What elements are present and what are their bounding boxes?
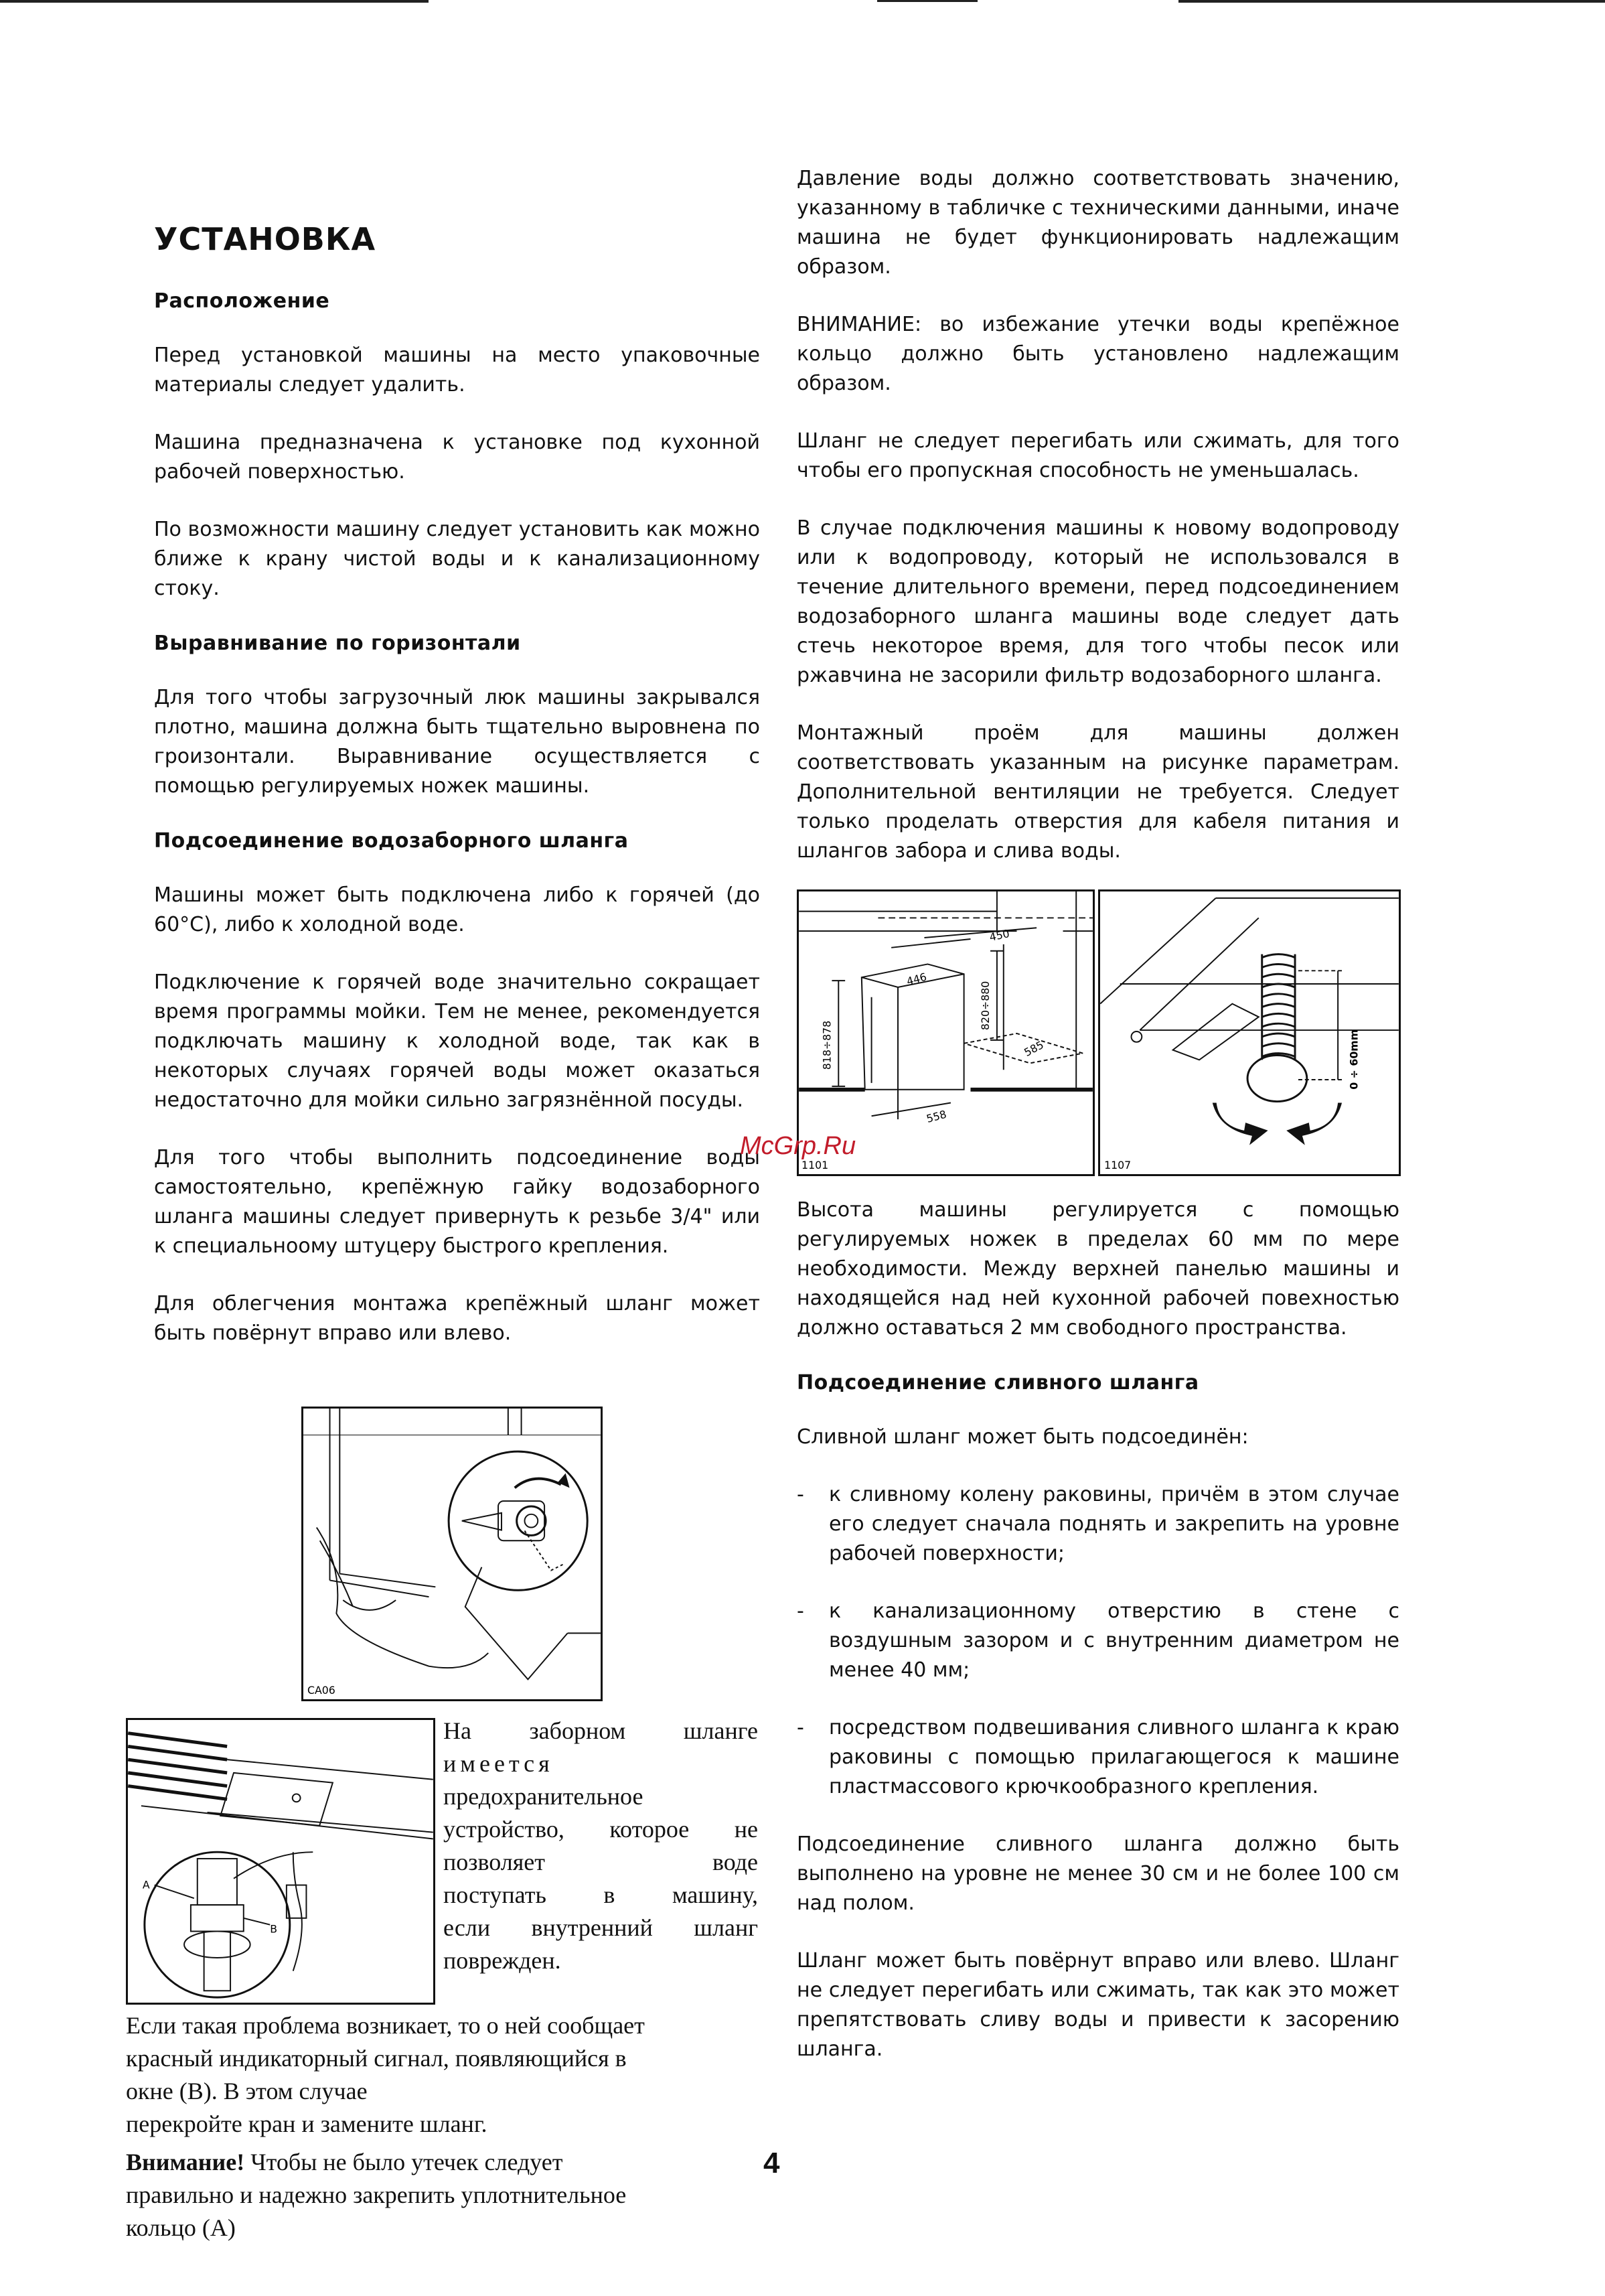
paragraph: Монтажный проём для машины должен соответствовать указанным на рисунке параметрам. Дополнительной вентиляции не требуется. Следует только проделать отверстия для кабеля питания и шлангов забора и слива воды. bbox=[797, 721, 1399, 863]
list-item: - посредством подвешивания сливного шланга к краю раковины с помощью прилагающегося к машине пластмассового крючкообразного крепления. bbox=[797, 1713, 1399, 1802]
paragraph: Шланг не следует перегибать или сжимать, для того чтобы его пропускная способность не уменьшалась. bbox=[797, 429, 1399, 482]
left-column bbox=[154, 201, 760, 1376]
paragraph: Для того чтобы загрузочный люк машины закрывался плотно, машина должна быть тщательно выровнена по гроизонтали. Выравнивание осуществляется с помощью регулируемых ножек машины. bbox=[154, 686, 760, 798]
paragraph: Машина предназначена к установке под кухонной рабочей поверхностью. bbox=[154, 431, 760, 484]
text-line: поступать в машину, bbox=[443, 1881, 758, 1908]
text-line: если внутренний шланг bbox=[443, 1914, 758, 1941]
figure-code: CA06 bbox=[307, 1684, 335, 1697]
dim-label: 450 bbox=[988, 927, 1011, 944]
list-item: - к сливному колену раковины, причём в этом случае его следует сначала поднять и закрепить на уровне рабочей поверхности; bbox=[797, 1480, 1399, 1569]
dim-label: 818÷878 bbox=[820, 1020, 834, 1070]
dim-label-height: 0 ÷ 60mm bbox=[1347, 1029, 1361, 1090]
label-b: B bbox=[270, 1922, 278, 1936]
right-column-bottom bbox=[797, 1196, 1399, 2092]
paragraph: По возможности машину следует установить как можно ближе к крану чистой воды и к канализационному стоку. bbox=[154, 518, 760, 600]
top-rule-right bbox=[1178, 0, 1605, 3]
top-rule-left bbox=[0, 0, 429, 3]
text-line: имеется bbox=[443, 1750, 554, 1777]
seal-warning bbox=[126, 2146, 759, 2244]
drain-options-list bbox=[797, 1480, 1399, 1802]
right-column-top bbox=[797, 164, 1399, 894]
paragraph: Для того чтобы выполнить подсоединение воды самостоятельно, крепёжную гайку водозаборного шланга машины следует привернуть к резьбе 3/4" или к специальноому штуцеру быстрого крепления. bbox=[154, 1146, 760, 1258]
label-a: A bbox=[142, 1878, 150, 1891]
figure-code: 1107 bbox=[1104, 1159, 1132, 1172]
warning-text: Чтобы не было утечек следует bbox=[244, 2149, 563, 2175]
text-line: правильно и надежно закрепить уплотнительное bbox=[126, 2181, 627, 2208]
adjustable-feet-figure bbox=[1098, 889, 1401, 1176]
paragraph: Шланг может быть повёрнут вправо или влево. Шланг не следует перегибать или сжимать, так как это может препятствовать сливу воды и привести к засорению шланга. bbox=[797, 1949, 1399, 2061]
inlet-hose-figure bbox=[301, 1407, 603, 1701]
text-line: устройство, которое не bbox=[443, 1816, 758, 1843]
text-line: кольцо (А) bbox=[126, 2214, 236, 2241]
top-rule-middle bbox=[877, 0, 978, 2]
inlet-drawing bbox=[303, 1409, 601, 1699]
text-line: Если такая проблема возникает, то о ней сообщает bbox=[126, 2012, 645, 2039]
dim-label: 558 bbox=[925, 1107, 948, 1125]
paragraph: Подсоединение сливного шланга должно быть выполнено на уровне не менее 30 см и не более 100 см над полом. bbox=[797, 1833, 1399, 1915]
text-line: На заборном шланге bbox=[443, 1717, 758, 1744]
paragraph: Давление воды должно соответствовать значению, указанному в табличке с техническими данными, иначе машина не будет функционировать надлежащим образом. bbox=[797, 167, 1399, 279]
paragraph: Машины может быть подключена либо к горячей (до 60°С), либо к холодной воде. bbox=[154, 883, 760, 936]
safety-device-note-continued bbox=[126, 2009, 759, 2141]
list-item: - к канализационному отверстию в стене с воздушным зазором и с внутренним диаметром не менее 40 мм; bbox=[797, 1597, 1399, 1685]
page-number: 4 bbox=[763, 2147, 780, 2179]
text-line bbox=[126, 2146, 759, 2179]
paragraph: Высота машины регулируется с помощью регулируемых ножек в пределах 60 мм по мере необходимости. Между верхней панелью машины и находящейся над ней кухонной рабочей повехностью должно оставаться 2 мм свободного пространства. bbox=[797, 1198, 1399, 1340]
warning-label: Внимание! bbox=[126, 2149, 245, 2175]
text-line: поврежден. bbox=[443, 1947, 561, 1974]
safety-device-figure bbox=[126, 1718, 435, 2005]
watermark: McGrp.Ru bbox=[740, 1132, 856, 1160]
safety-device-note bbox=[443, 1715, 758, 1977]
dim-label: 820÷880 bbox=[979, 981, 992, 1031]
text-line: позволяет воде bbox=[443, 1849, 758, 1875]
section-title: УСТАНОВКА bbox=[154, 221, 376, 257]
dim-label: 446 bbox=[905, 970, 928, 988]
text-line: красный индикаторный сигнал, появляющийся в bbox=[126, 2045, 627, 2072]
paragraph-warning: ВНИМАНИЕ: во избежание утечки воды крепёжное кольцо должно быть установлено надлежащим образом. bbox=[797, 313, 1399, 395]
paragraph: Сливной шланг может быть подсоединён: bbox=[797, 1425, 1249, 1449]
sink-drawing bbox=[128, 1720, 433, 2003]
heading-leveling: Выравнивание по горизонтали bbox=[154, 632, 521, 655]
dim-label: 585 bbox=[1022, 1038, 1046, 1060]
feet-drawing bbox=[1100, 891, 1399, 1174]
paragraph: В случае подключения машины к новому водопроводу или к водопроводу, который не использовался в течение длительного времени, перед подсоединением водозаборного шланга машины воде следует дать стечь некоторое время, для того чтобы песок или ржавчина не засорили фильтр водозаборного шланга. bbox=[797, 516, 1399, 687]
text-line: перекройте кран и замените шланг. bbox=[126, 2110, 487, 2137]
figure-code: 1101 bbox=[801, 1159, 829, 1172]
paragraph: Подключение к горячей воде значительно сокращает время программы мойки. Тем не менее, рекомендуется подключать машину к холодной воде, так как в некоторых случаях горячей воды может оказаться недостаточно для мойки сильно загрязнённой посуды. bbox=[154, 971, 760, 1112]
heading-drain-hose: Подсоединение сливного шланга bbox=[797, 1371, 1199, 1394]
paragraph: Для облегчения монтажа крепёжный шланг может быть повёрнут вправо или влево. bbox=[154, 1292, 760, 1345]
text-line: окне (В). В этом случае bbox=[126, 2078, 368, 2104]
heading-inlet-hose: Подсоединение водозаборного шланга bbox=[154, 829, 629, 853]
heading-placement: Расположение bbox=[154, 289, 330, 313]
text-line: предохранительное bbox=[443, 1783, 643, 1810]
paragraph: Перед установкой машины на место упаковочные материалы следует удалить. bbox=[154, 344, 760, 397]
